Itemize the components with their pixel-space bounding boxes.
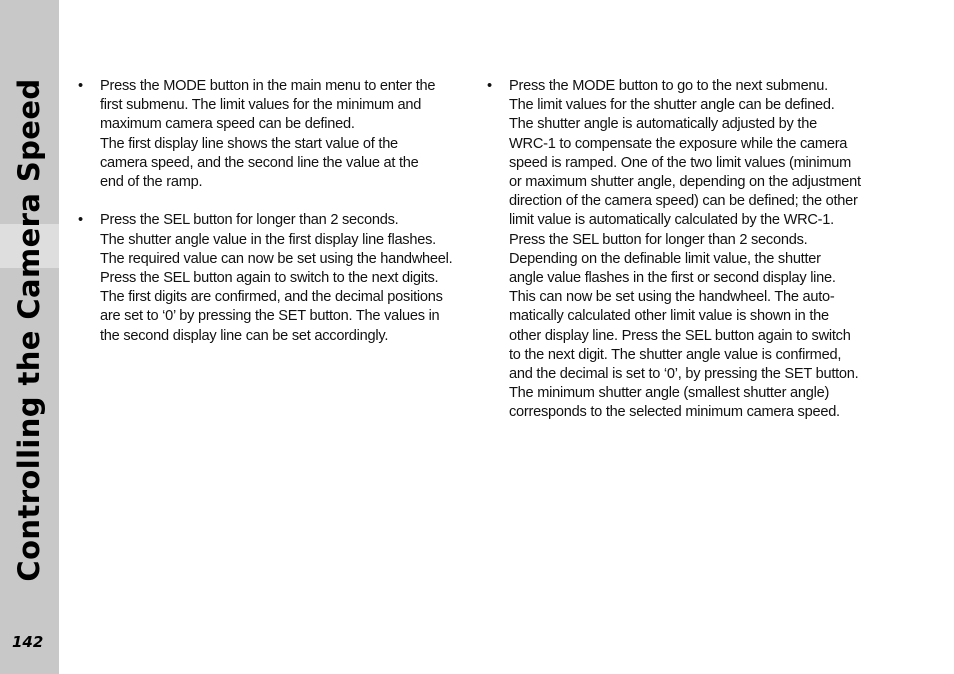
text-line: This can now be set using the handwheel. The auto- xyxy=(509,289,835,306)
sidebar xyxy=(0,0,59,674)
text-line: Press the MODE button in the main menu to enter the xyxy=(100,78,436,94)
bullet-item xyxy=(78,77,470,192)
text-line: The shutter angle value in the first display line flashes. xyxy=(100,231,436,248)
text-line: speed is ramped. One of the two limit values (minimum xyxy=(509,154,852,171)
bullet-text xyxy=(509,77,861,423)
text-line: The first digits are confirmed, and the decimal positions xyxy=(100,289,443,306)
text-line: WRC-1 to compensate the exposure while the camera xyxy=(509,135,848,152)
section-title: Controlling the Camera Speed xyxy=(12,78,46,582)
right-column xyxy=(487,77,882,442)
text-line: Press the MODE button to go to the next submenu. xyxy=(509,78,828,94)
bullet-marker: • xyxy=(78,212,83,229)
text-line: corresponds to the selected minimum camera speed. xyxy=(509,404,840,421)
text-line: to the next digit. The shutter angle value is confirmed, xyxy=(509,346,842,363)
bullet-marker: • xyxy=(487,78,492,94)
text-line: first submenu. The limit values for the minimum and xyxy=(100,97,422,114)
text-line: direction of the camera speed) can be defined; the other xyxy=(509,193,858,210)
text-line: Press the SEL button for longer than 2 seconds. xyxy=(100,212,399,229)
bullet-item xyxy=(487,77,882,423)
text-line: The minimum shutter angle (smallest shutter angle) xyxy=(509,385,830,402)
text-line: are set to ‘0’ by pressing the SET button. The values in xyxy=(100,308,440,325)
text-line: or maximum shutter angle, depending on the adjustment xyxy=(509,174,861,191)
text-line: limit value is automatically calculated by the WRC-1. xyxy=(509,212,834,229)
text-line: and the decimal is set to ‘0’, by pressing the SET button. xyxy=(509,366,859,383)
text-line: camera speed, and the second line the value at the xyxy=(100,154,419,171)
text-line: angle value flashes in the first or second display line. xyxy=(509,270,836,287)
text-line: Press the SEL button again to switch to the next digits. xyxy=(100,270,439,287)
text-line: The first display line shows the start value of the xyxy=(100,135,398,152)
left-column xyxy=(78,77,470,365)
text-line: the second display line can be set accordingly. xyxy=(100,327,389,344)
text-line: maximum camera speed can be defined. xyxy=(100,116,355,133)
text-line: Depending on the definable limit value, the shutter xyxy=(509,250,821,267)
text-line: other display line. Press the SEL button again to switch xyxy=(509,327,851,344)
bullet-text xyxy=(100,77,435,192)
text-line: matically calculated other limit value is shown in the xyxy=(509,308,829,325)
text-line: The limit values for the shutter angle can be defined. xyxy=(509,97,835,114)
text-line: The shutter angle is automatically adjusted by the xyxy=(509,116,817,133)
bullet-text xyxy=(100,211,452,345)
page-number: 142 xyxy=(12,633,44,651)
text-line: Press the SEL button for longer than 2 seconds. xyxy=(509,231,808,248)
bullet-marker: • xyxy=(78,78,83,94)
bullet-item xyxy=(78,211,470,345)
text-line: end of the ramp. xyxy=(100,174,203,191)
text-line: The required value can now be set using the handwheel. xyxy=(100,250,453,267)
